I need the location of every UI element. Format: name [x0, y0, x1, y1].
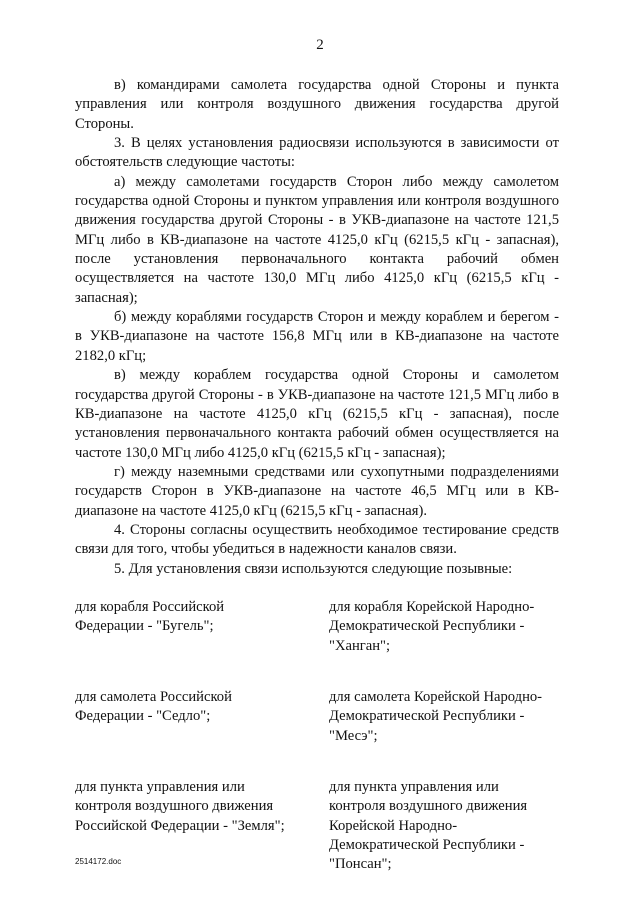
callsign-dprk-control [329, 778, 565, 875]
callsign-dprk-aircraft [329, 688, 565, 746]
callsign-row-aircraft [75, 688, 565, 746]
paragraph-3v2: в) между кораблем государства одной Стороны и самолетом государства другой Стороны - в УКВ-диапазоне на частоте 121,5 МГц либо в КВ-диапазоне на частоте 4125,0 кГц (6215,5 кГц - запасная), после установления первоначального контакта рабочий обмен осуществляется на частоте 130,0 МГц либо 4125,0 кГц (6215,5 кГц - запасная); [75, 367, 559, 461]
callsign-line: для пункта управления или [75, 779, 245, 796]
paragraph-3v: в) командирами самолета государства одной Стороны и пункта управления или контроля воздушного движения государства другой Стороны. [75, 77, 559, 132]
paragraph-3b: б) между кораблями государств Сторон и между кораблем и берегом - в УКВ-диапазоне на частоте 156,8 МГц или в КВ-диапазоне на частоте 2182,0 кГц; [75, 309, 559, 364]
callsign-line: Демократической Республики - [329, 618, 525, 635]
callsign-line: Демократической Республики - [329, 837, 525, 854]
paragraph-3: 3. В целях установления радиосвязи используются в зависимости от обстоятельств следующие частоты: [75, 135, 559, 171]
callsign-row-ship [75, 598, 565, 656]
body-text [75, 76, 559, 579]
callsign-line: "Понсан"; [329, 856, 392, 873]
callsign-line: для самолета Российской [75, 689, 232, 706]
callsign-line: контроля воздушного движения [75, 798, 274, 815]
callsign-line: для самолета Корейской Народно- [329, 689, 543, 706]
callsign-row-control [75, 778, 565, 875]
callsign-line: Федерации - "Седло"; [75, 708, 211, 725]
paragraph-3a: а) между самолетами государств Сторон либо между самолетом государства одной Стороны и пунктом управления или контроля воздушного движения государства другой Стороны - в УКВ-диапазоне на частоте 121,5 МГц либо в КВ-диапазоне на частоте 4125,0 кГц (6215,5 кГц - запасная), после установления первоначального контакта рабочий обмен осуществляется на частоте 130,0 МГц либо 4125,0 кГц (6215,5 кГц - запасная); [75, 173, 559, 306]
callsign-line: для корабля Корейской Народно- [329, 599, 535, 615]
page-number: 2 [316, 37, 324, 53]
paragraph-3g: г) между наземными средствами или сухопутными подразделениями государств Сторон в УКВ-диапазоне на частоте 46,5 МГц или в КВ-диапазоне на частоте 4125,0 кГц (6215,5 кГц - запасная). [75, 463, 559, 519]
callsign-line: для пункта управления или [329, 779, 499, 796]
callsign-line: "Ханган"; [329, 637, 391, 654]
callsign-russia-aircraft [75, 688, 329, 746]
paragraph-4: 4. Стороны согласны осуществить необходимое тестирование средств связи для того, чтобы убедиться в надежности каналов связи. [75, 521, 559, 558]
callsign-line: Российской Федерации - "Земля"; [75, 817, 285, 834]
callsign-table [75, 598, 565, 907]
callsign-dprk-ship [329, 598, 565, 656]
callsign-line: Демократической Республики - [329, 708, 525, 725]
callsign-line: для корабля Российской [75, 599, 225, 615]
callsign-line: Федерации - "Бугель"; [75, 618, 214, 635]
callsign-russia-ship [75, 598, 329, 656]
callsign-line: контроля воздушного движения [329, 798, 528, 815]
footer-filename: 2514172.doc [75, 857, 122, 866]
paragraph-5: 5. Для установления связи используются следующие позывные: [114, 560, 513, 577]
callsign-line: "Месэ"; [329, 727, 378, 744]
callsign-line: Корейской Народно- [329, 817, 458, 834]
